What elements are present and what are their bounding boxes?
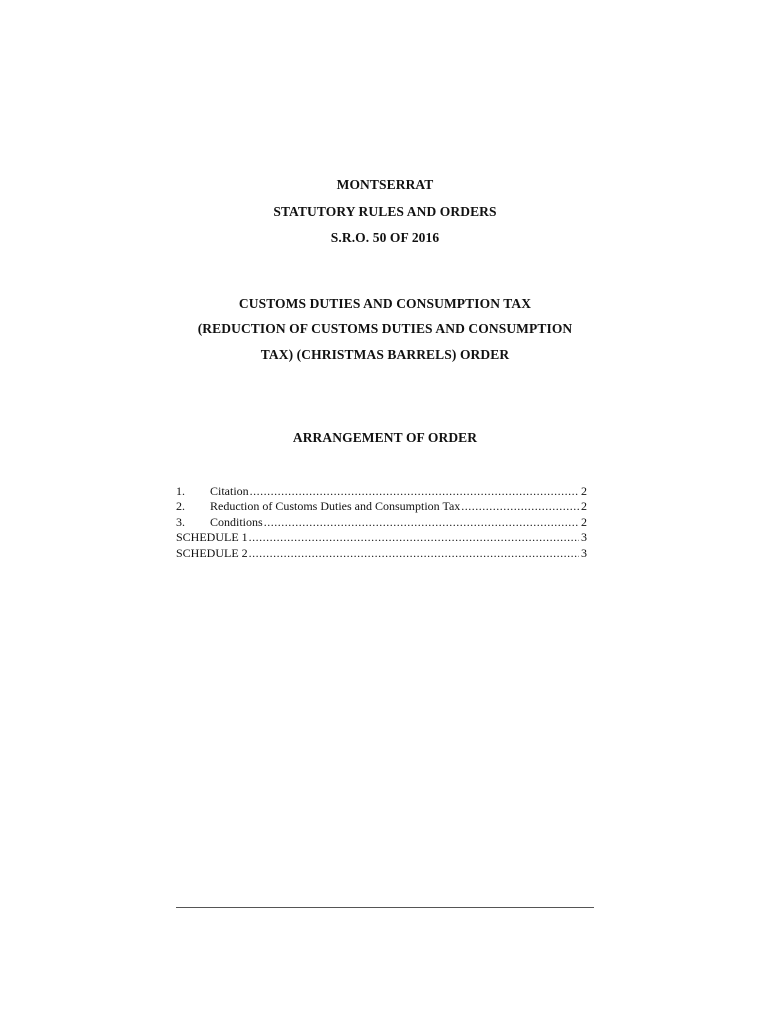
toc-leader-dots [264,515,579,530]
toc-entry-number: 3. [176,514,185,529]
footer-divider [176,907,594,908]
toc-leader-dots [461,499,579,514]
toc-entry[interactable] [176,546,587,561]
toc-leader-dots [249,530,579,545]
toc-entry-title: Conditions [210,514,263,529]
toc-entry-page: 3 [581,545,587,560]
toc-entry[interactable] [176,530,587,545]
toc-entry-page: 2 [581,514,587,529]
title-line-2: (REDUCTION OF CUSTOMS DUTIES AND CONSUMPTION [197,321,573,336]
country-heading: MONTSERRAT [336,177,434,192]
toc-entry[interactable] [176,484,587,499]
arrangement-heading: ARRANGEMENT OF ORDER [292,430,478,445]
title-line-3: TAX) (CHRISTMAS BARRELS) ORDER [260,347,510,362]
series-heading: STATUTORY RULES AND ORDERS [273,204,497,219]
toc-entry-page: 2 [581,499,587,514]
order-number-heading: S.R.O. 50 OF 2016 [330,230,440,245]
toc-entry-number: 2. [176,499,185,514]
table-of-contents [176,484,587,561]
toc-entry-title: SCHEDULE 1 [176,530,248,545]
toc-entry-title: Citation [210,484,249,498]
toc-entry[interactable] [176,515,587,530]
toc-leader-dots [250,484,579,499]
toc-leader-dots [249,546,579,561]
title-line-1: CUSTOMS DUTIES AND CONSUMPTION TAX [238,296,532,311]
toc-entry-title: SCHEDULE 2 [176,545,248,560]
toc-entry-title: Reduction of Customs Duties and Consumption Tax [210,499,461,514]
toc-entry-page: 3 [581,530,587,545]
toc-entry-number: 1. [176,484,185,498]
toc-entry-page: 2 [581,484,587,498]
toc-entry[interactable] [176,499,587,514]
